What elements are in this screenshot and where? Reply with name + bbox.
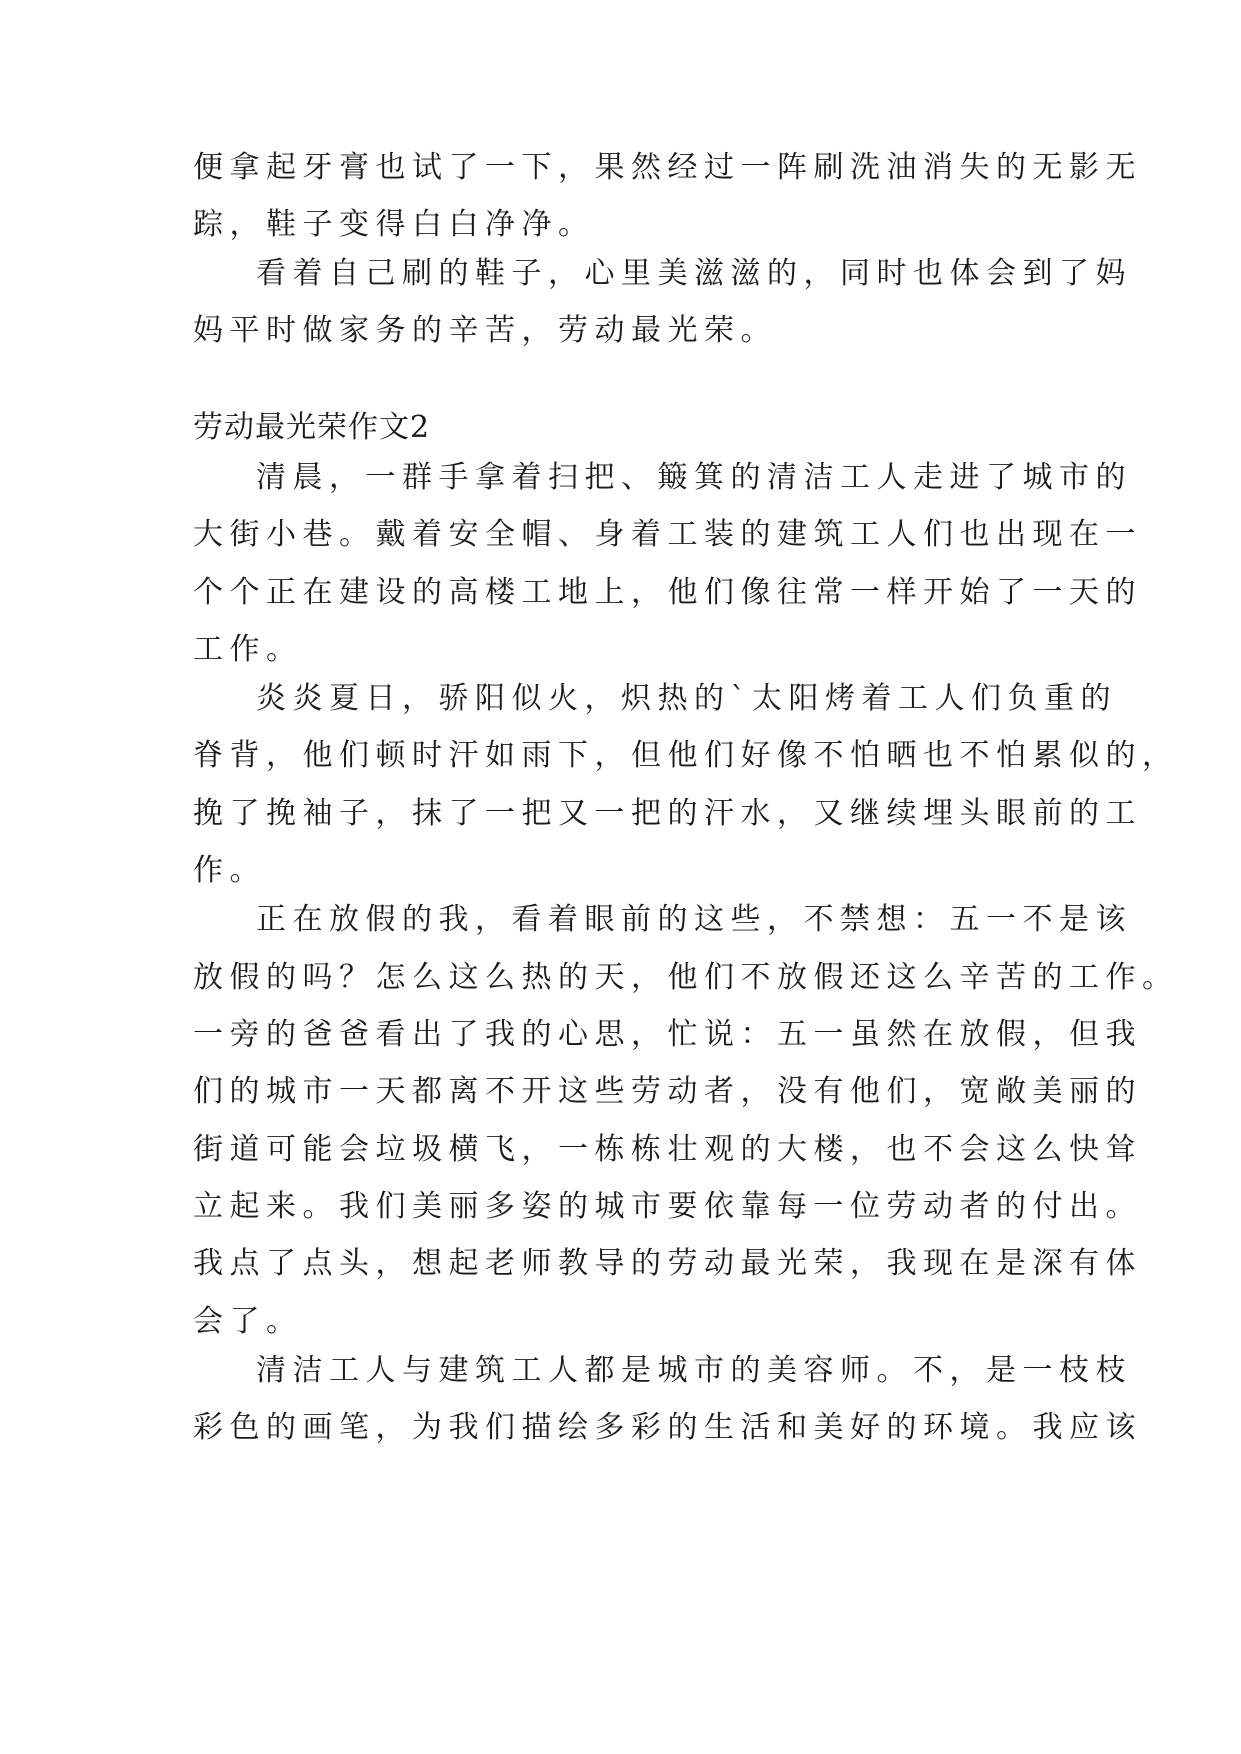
paragraph-line: 我点了点头，想起老师教导的劳动最光荣，我现在是深有体 (193, 1246, 1142, 1281)
paragraph-line: 放假的吗？怎么这么热的天，他们不放假还这么辛苦的工作。 (193, 960, 1179, 995)
paragraph-line: 大街小巷。戴着安全帽、身着工装的建筑工人们也出现在一 (193, 517, 1142, 552)
paragraph-line: 作。 (193, 853, 266, 888)
paragraph-line: 踪，鞋子变得白白净净。 (193, 207, 595, 242)
paragraph-line: 会了。 (193, 1304, 303, 1339)
paragraph-line: 便拿起牙膏也试了一下，果然经过一阵刷洗油消失的无影无 (193, 150, 1142, 185)
paragraph-line: 彩色的画笔，为我们描绘多彩的生活和美好的环境。我应该 (193, 1410, 1142, 1445)
paragraph-line: 脊背，他们顿时汗如雨下，但他们好像不怕晒也不怕累似的， (193, 738, 1179, 773)
paragraph-line: 挽了挽袖子，抹了一把又一把的汗水，又继续埋头眼前的工 (193, 796, 1142, 831)
section-heading: 劳动最光荣作文2 (193, 410, 431, 445)
paragraph-line: 立起来。我们美丽多姿的城市要依靠每一位劳动者的付出。 (193, 1189, 1142, 1224)
paragraph-line: 妈平时做家务的辛苦，劳动最光荣。 (193, 313, 777, 348)
paragraph-line: 一旁的爸爸看出了我的心思，忙说：五一虽然在放假，但我 (193, 1017, 1142, 1052)
paragraph-first-line: 正在放假的我，看着眼前的这些，不禁想：五一不是该 (256, 902, 1132, 937)
paragraph-first-line: 炎炎夏日，骄阳似火，炽热的`太阳烤着工人们负重的 (256, 681, 1117, 716)
paragraph-first-line: 清洁工人与建筑工人都是城市的美容师。不，是一枝枝 (256, 1353, 1132, 1388)
paragraph-line: 个个正在建设的高楼工地上，他们像往常一样开始了一天的 (193, 575, 1142, 610)
paragraph-first-line: 看着自己刷的鞋子，心里美滋滋的，同时也体会到了妈 (256, 256, 1132, 291)
paragraph-line: 街道可能会垃圾横飞，一栋栋壮观的大楼，也不会这么快耸 (193, 1132, 1142, 1167)
paragraph-first-line: 清晨，一群手拿着扫把、簸箕的清洁工人走进了城市的 (256, 460, 1132, 495)
paragraph-line: 们的城市一天都离不开这些劳动者，没有他们，宽敞美丽的 (193, 1074, 1142, 1109)
paragraph-line: 工作。 (193, 632, 303, 667)
